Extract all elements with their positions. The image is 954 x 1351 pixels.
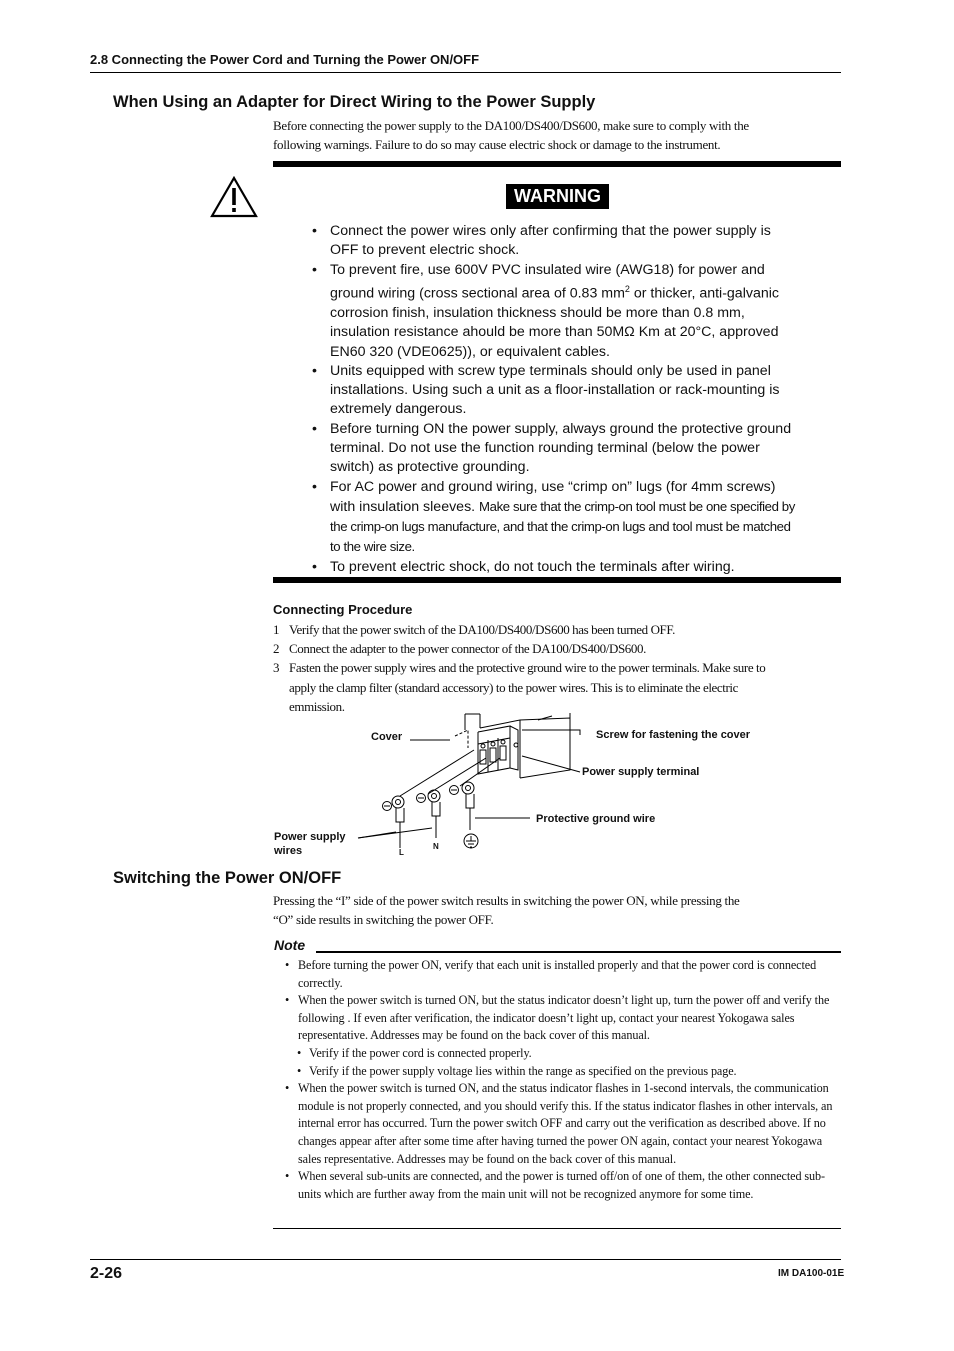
procedure-steps bbox=[273, 620, 793, 716]
procedure-step: 3 Fasten the power supply wires and the protective ground wire to the power terminals. Make sure to apply the clamp filter (standard accessory) to the power wires. This is to eliminate the electric emmission. bbox=[273, 660, 766, 714]
header-rule bbox=[90, 72, 841, 73]
note-subitem: • Verify if the power cord is connected properly. bbox=[297, 1045, 532, 1060]
note-item: • When several sub-units are connected, and the power is turned off/on of one of them, the other connected sub-units which are further away from the main unit will not be recognized anymore for some time. bbox=[285, 1169, 825, 1201]
page-number: 2-26 bbox=[90, 1265, 123, 1282]
note-bottom-rule bbox=[273, 1228, 841, 1229]
procedure-step: 2 Connect the adapter to the power connector of the DA100/DS400/DS600. bbox=[273, 641, 646, 657]
warning-item: • Before turning ON the power supply, always ground the protective ground terminal. Do not use the function rounding terminal (below the power switch) as protective grounding. bbox=[312, 420, 792, 476]
warning-label: WARNING bbox=[506, 184, 609, 209]
warning-triangle-icon bbox=[210, 176, 258, 218]
diagram-label-cover: Cover bbox=[371, 731, 403, 743]
warning-item: • Connect the power wires only after confirming that the power supply is OFF to prevent electric shock. bbox=[312, 223, 771, 259]
note-title: Note bbox=[274, 937, 306, 953]
diagram-label-l: L bbox=[399, 848, 404, 857]
procedure-step: 1 Verify that the power switch of the DA100/DS400/DS600 has been turned OFF. bbox=[273, 622, 676, 637]
warning-item: • To prevent fire, use 600V PVC insulated wire (AWG18) for power and ground wiring (cross sectional area of 0.83 $mm^2$ or thicker, anti-galvanic corrosion finish, insulation thickness should be more than 0.8 mm, insulation resistance ahould be more than 50MΩ Km at 20°C, approved EN60 320 (VDE0625)), or equivalent cables. bbox=[312, 261, 779, 360]
warning-item: • Units equipped with screw type terminals should only be used in panel installations. Using such a unit as a floor-installation or rack-mounting is extremely dangerous. bbox=[312, 362, 780, 418]
note-item: • When the power switch is turned ON, and the status indicator flashes in 1-second intervals, the communication module is not properly connected, and you should verify this. If the status indicator flashes in other intervals, an internal error has occurred. Turn the power switch OFF and carry out the verification as described above. If no changes appear after after some time after having turned the power ON again, contact your nearest Yokogawa sales representative. Addresses may be found on the back cover of this manual. bbox=[285, 1081, 833, 1166]
switch-paragraph bbox=[273, 891, 833, 929]
note-item: • When the power switch is turned ON, but the status indicator doesn’t light up, turn the power off and verify the following . If even after verification, the indicator doesn’t light up, contact your nearest Yokogawa sales representative. Addresses may be found on the back cover of this manual. bbox=[285, 993, 830, 1043]
warning-item: • For AC power and ground wiring, use “crimp on” lugs (for 4mm screws) with insulation sleeves. Make sure that the crimp-on tool must be one specified by the crimp-on lugs manufacture, and that the crimp-on lugs and tool must be matched to the wire size. bbox=[312, 478, 795, 555]
note-rule bbox=[316, 951, 841, 953]
warning-list bbox=[312, 222, 802, 577]
switch-line2: “O” side results in switching the power OFF. bbox=[273, 912, 494, 927]
adapter-intro-line1: Before connecting the power supply to the DA100/DS400/DS600, make sure to comply with the bbox=[273, 118, 749, 133]
diagram-label-screw: Screw for fastening the cover bbox=[596, 729, 751, 741]
diagram-label-power-wires: Power supply wires bbox=[274, 831, 346, 857]
diagram-label-terminal: Power supply terminal bbox=[582, 766, 700, 778]
procedure-heading: Connecting Procedure bbox=[273, 602, 413, 617]
adapter-intro-line2: following warnings. Failure to do so may cause electric shock or damage to the instrument. bbox=[273, 137, 721, 152]
warning-top-rule bbox=[273, 161, 841, 167]
section-heading-switch: Switching the Power ON/OFF bbox=[113, 869, 342, 887]
note-subitem: • Verify if the power supply voltage lies within the range as specified on the previous page. bbox=[297, 1063, 737, 1078]
running-head: 2.8 Connecting the Power Cord and Turning the Power ON/OFF bbox=[90, 52, 480, 67]
warning-item: • To prevent electric shock, do not touch the terminals after wiring. bbox=[312, 558, 735, 575]
note-list bbox=[285, 957, 841, 1203]
section-heading-adapter: When Using an Adapter for Direct Wiring to the Power Supply bbox=[113, 93, 596, 111]
switch-line1: Pressing the “I” side of the power switch results in switching the power ON, while pressing the bbox=[273, 893, 740, 908]
warning-bottom-rule bbox=[273, 577, 841, 583]
note-item: • Before turning the power ON, verify that each unit is installed properly and that the power cord is connected correctly. bbox=[285, 958, 817, 990]
diagram-label-ground-wire: Protective ground wire bbox=[536, 813, 656, 825]
document-id: IM DA100-01E bbox=[778, 1268, 845, 1279]
adapter-intro bbox=[273, 116, 833, 154]
diagram-label-n: N bbox=[433, 842, 439, 851]
footer-rule bbox=[90, 1259, 841, 1260]
